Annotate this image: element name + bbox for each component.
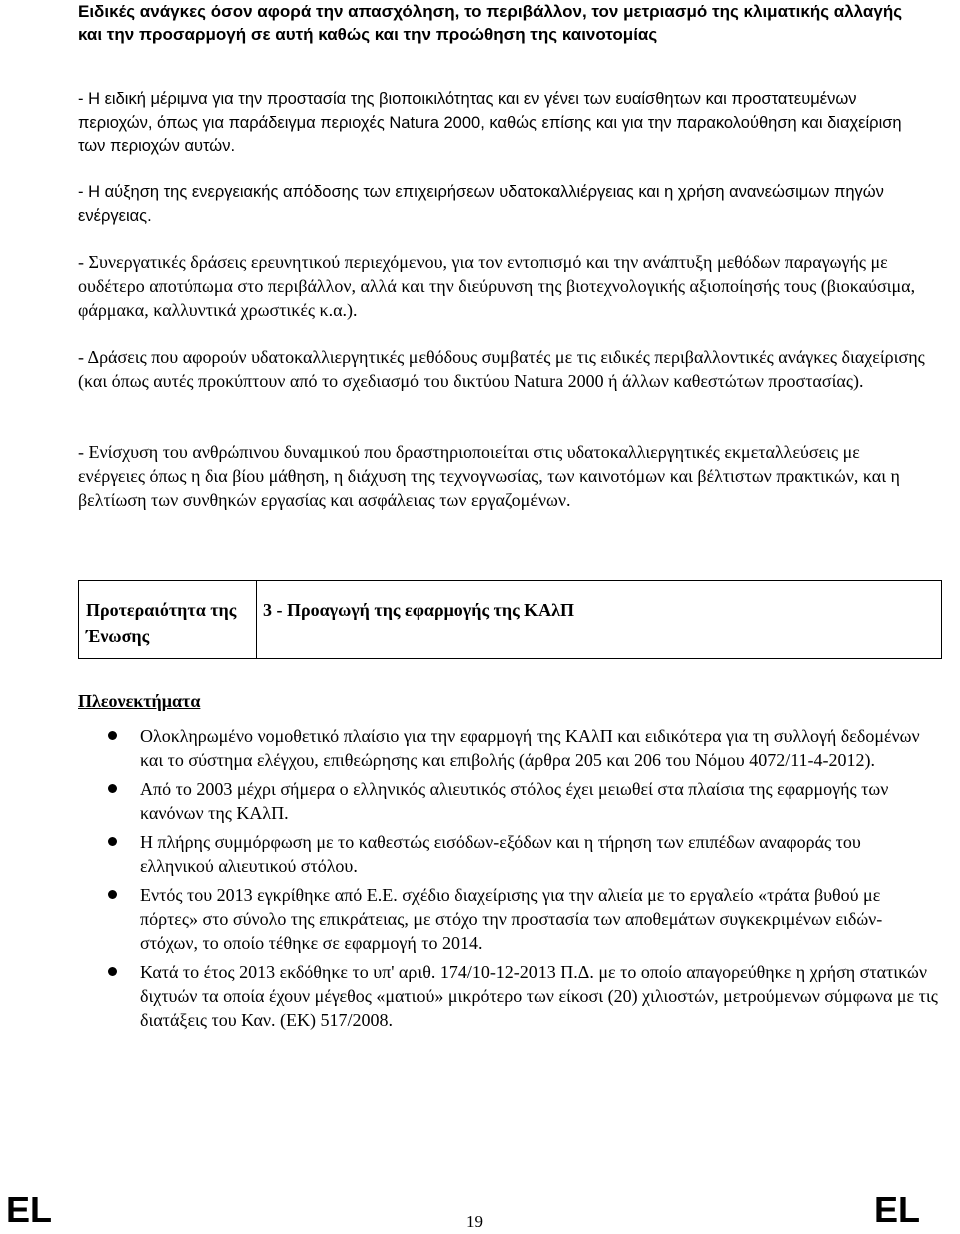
footer-language-code-right: EL bbox=[874, 1189, 921, 1230]
list-item-text: Η πλήρης συμμόρφωση με το καθεστώς εισόδων-εξόδων και η τήρηση των επιπέδων αναφοράς του ελληνικού αλιευτικού στόλου. bbox=[140, 832, 861, 876]
list-item-text: Από το 2003 μέχρι σήμερα ο ελληνικός αλιευτικός στόλος έχει μειωθεί στα πλαίσια της εφαρμογής των κανόνων της ΚΑλΠ. bbox=[140, 779, 889, 823]
list-item bbox=[78, 830, 938, 878]
footer-language-code-left: EL bbox=[6, 1189, 53, 1230]
list-item bbox=[78, 883, 938, 955]
paragraph-natura-methods: - Δράσεις που αφορούν υδατοκαλλιεργητικές μεθόδους συμβατές με τις ειδικές περιβαλλοντικές ανάγκες διαχείρισης (και όπως αυτές προκύπτουν από το σχεδιασμό του δικτύου Natura 2000 ή άλλων καθεστώτων προστασίας). bbox=[78, 347, 925, 391]
bullet-icon bbox=[108, 731, 117, 740]
list-item-text: Ολοκληρωμένο νομοθετικό πλαίσιο για την εφαρμογή της ΚΑλΠ και ειδικότερα για τη συλλογή δεδομένων και το σύστημα ελέγχου, επιθεώρησης και επιβολής (άρθρα 205 και 206 του Νόμου 4072/11-4-2012). bbox=[140, 726, 920, 770]
priority-table bbox=[78, 580, 942, 659]
bullet-icon bbox=[108, 837, 117, 846]
paragraph-energy-efficiency: - Η αύξηση της ενεργειακής απόδοσης των επιχειρήσεων υδατοκαλλιέργειας και η χρήση ανανεώσιμων πηγών ενέργειας. bbox=[78, 183, 884, 225]
section-heading: Ειδικές ανάγκες όσον αφορά την απασχόληση, το περιβάλλον, τον μετριασμό της κλιματικής αλλαγής και την προσαρμογή σε αυτή καθώς και την προώθηση της καινοτομίας bbox=[78, 2, 903, 44]
list-item bbox=[78, 960, 938, 1032]
priority-value: 3 - Προαγωγή της εφαρμογής της ΚΑλΠ bbox=[263, 600, 575, 620]
page-number: 19 bbox=[466, 1212, 483, 1231]
list-item bbox=[78, 724, 938, 772]
paragraph-biodiversity: - Η ειδική μέριμνα για την προστασία της βιοποικιλότητας και εν γένει των ευαίσθητων και προστατευμένων περιοχών, όπως για παράδειγμα περιοχές Natura 2000, καθώς επίσης και για την παρακολούθηση και διαχείριση των περιοχών αυτών. bbox=[78, 90, 902, 155]
list-item-text: Κατά το έτος 2013 εκδόθηκε το υπ' αριθ. 174/10-12-2013 Π.Δ. με το οποίο απαγορεύθηκε η χρήση στατικών διχτυών τα οποία έχουν μέγεθος «ματιού» μικρότερο των είκοσι (20) χιλιοστών, μετρούμενων σύμφωνα με τις διατάξεις του Καν. (ΕΚ) 517/2008. bbox=[140, 962, 938, 1030]
bullet-icon bbox=[108, 890, 117, 899]
priority-label-text: Προτεραιότητα της Ένωσης bbox=[86, 600, 237, 646]
list-item bbox=[78, 777, 938, 825]
bullet-icon bbox=[108, 967, 117, 976]
bullet-icon bbox=[108, 784, 117, 793]
list-item-text: Εντός του 2013 εγκρίθηκε από Ε.Ε. σχέδιο διαχείρισης για την αλιεία με το εργαλείο «τράτα βυθού με πόρτες» στο σύνολο της επικράτειας, με στόχο την προστασία των αποθεμάτων συγκεκριμένων ειδών-στόχων, το οποίο τέθηκε σε εφαρμογή το 2014. bbox=[140, 885, 883, 953]
advantages-title: Πλεονεκτήματα bbox=[78, 691, 201, 711]
priority-label bbox=[79, 581, 257, 658]
paragraph-research-actions: - Συνεργατικές δράσεις ερευνητικού περιεχόμενου, για τον εντοπισμό και την ανάπτυξη μεθόδων παραγωγής με ουδέτερο αποτύπωμα στο περιβάλλον, αλλά και την διεύρυνση της βιοτεχνολογικής αξιοποίησής τους (βιοκαύσιμα, φάρμακα, καλλυντικά χρωστικές κ.α.). bbox=[78, 252, 916, 320]
advantages-list bbox=[78, 724, 938, 1037]
paragraph-human-resources: - Ενίσχυση του ανθρώπινου δυναμικού που δραστηριοποιείται στις υδατοκαλλιεργητικές εκμεταλλεύσεις με ενέργειες όπως η δια βίου μάθηση, η διάχυση της τεχνογνωσίας, των καινοτόμων και βέλτιστων πρακτικών, και η βελτίωση των συνθηκών εργασίας και ασφάλειας των εργαζομένων. bbox=[78, 442, 900, 510]
